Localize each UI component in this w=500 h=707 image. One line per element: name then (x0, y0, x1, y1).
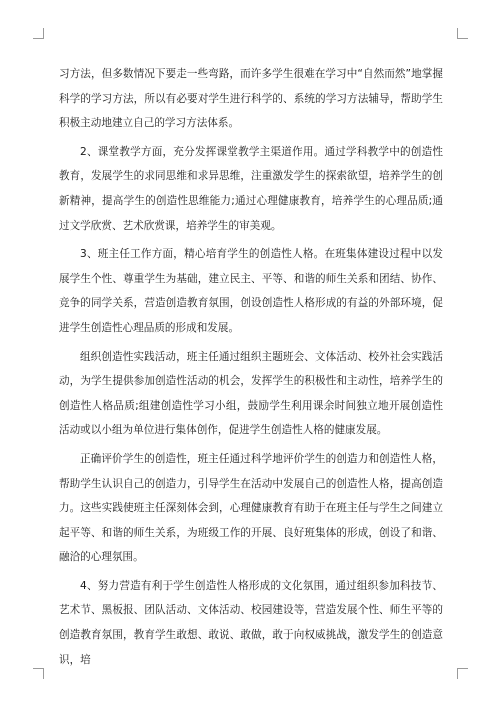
paragraph-1: 习方法，但多数情况下要走一些弯路，而许多学生很难在学习中“自然而然”地掌握科学的学习方法，所以有必要对学生进行科学的、系统的学习方法辅导，帮助学生积极主动地建立自己的学习方法体系。 (59, 68, 443, 130)
paragraph-2: 2、课堂教学方面，充分发挥课堂教学主渠道作用。通过学科教学中的创造性教育，发展学生的求同思维和求异思维，注重激发学生的探索欲望，培养学生的创新精神，提高学生的创造性思维能力;通过心理健康教育，培养学生的心理品质;通过文学欣赏、艺术欣赏课，培养学生的审美观。 (59, 145, 443, 232)
crop-mark-bottom-right (457, 668, 468, 679)
paragraph-6: 4、努力营造有利于学生创造性人格形成的文化氛围，通过组织参加科技节、艺术节、黑板报、团队活动、文体活动、校园建设等，营造发展个性、师生平等的创造教育氛围，教育学生敢想、敢说、敢做，敢于向权威挑战，激发学生的创造意识，培 (59, 579, 443, 666)
paragraph-5: 正确评价学生的创造性，班主任通过科学地评价学生的创造力和创造性人格，帮助学生认识自己的创造力，引导学生在活动中发展自己的创造性人格，提高创造力。这些实践使班主任深刻体会到，心理健康教育有助于在班主任与学生之间建立起平等、和谐的师生关系，为班级工作的开展、良好班集体的形成，创设了和谐、融洽的心理氛围。 (59, 452, 443, 564)
document-body (59, 62, 443, 672)
crop-mark-bottom-left (33, 668, 44, 679)
paragraph-4: 组织创造性实践活动，班主任通过组织主题班会、文体活动、校外社会实践活动，为学生提供参加创造性活动的机会，发挥学生的积极性和主动性，培养学生的创造性人格品质;组建创造性学习小组，鼓励学生利用课余时间独立地开展创造性活动或以小组为单位进行集体创作，促进学生创造性人格的健康发展。 (59, 350, 443, 437)
crop-mark-top-left (33, 28, 44, 39)
crop-mark-top-right (457, 28, 468, 39)
paragraph-3: 3、班主任工作方面，精心培育学生的创造性人格。在班集体建设过程中以发展学生个性、尊重学生为基础，建立民主、平等、和谐的师生关系和团结、协作、竞争的同学关系，营造创造教育氛围，创设创造性人格形成的有益的外部环境，促进学生创造性心理品质的形成和发展。 (59, 248, 443, 334)
